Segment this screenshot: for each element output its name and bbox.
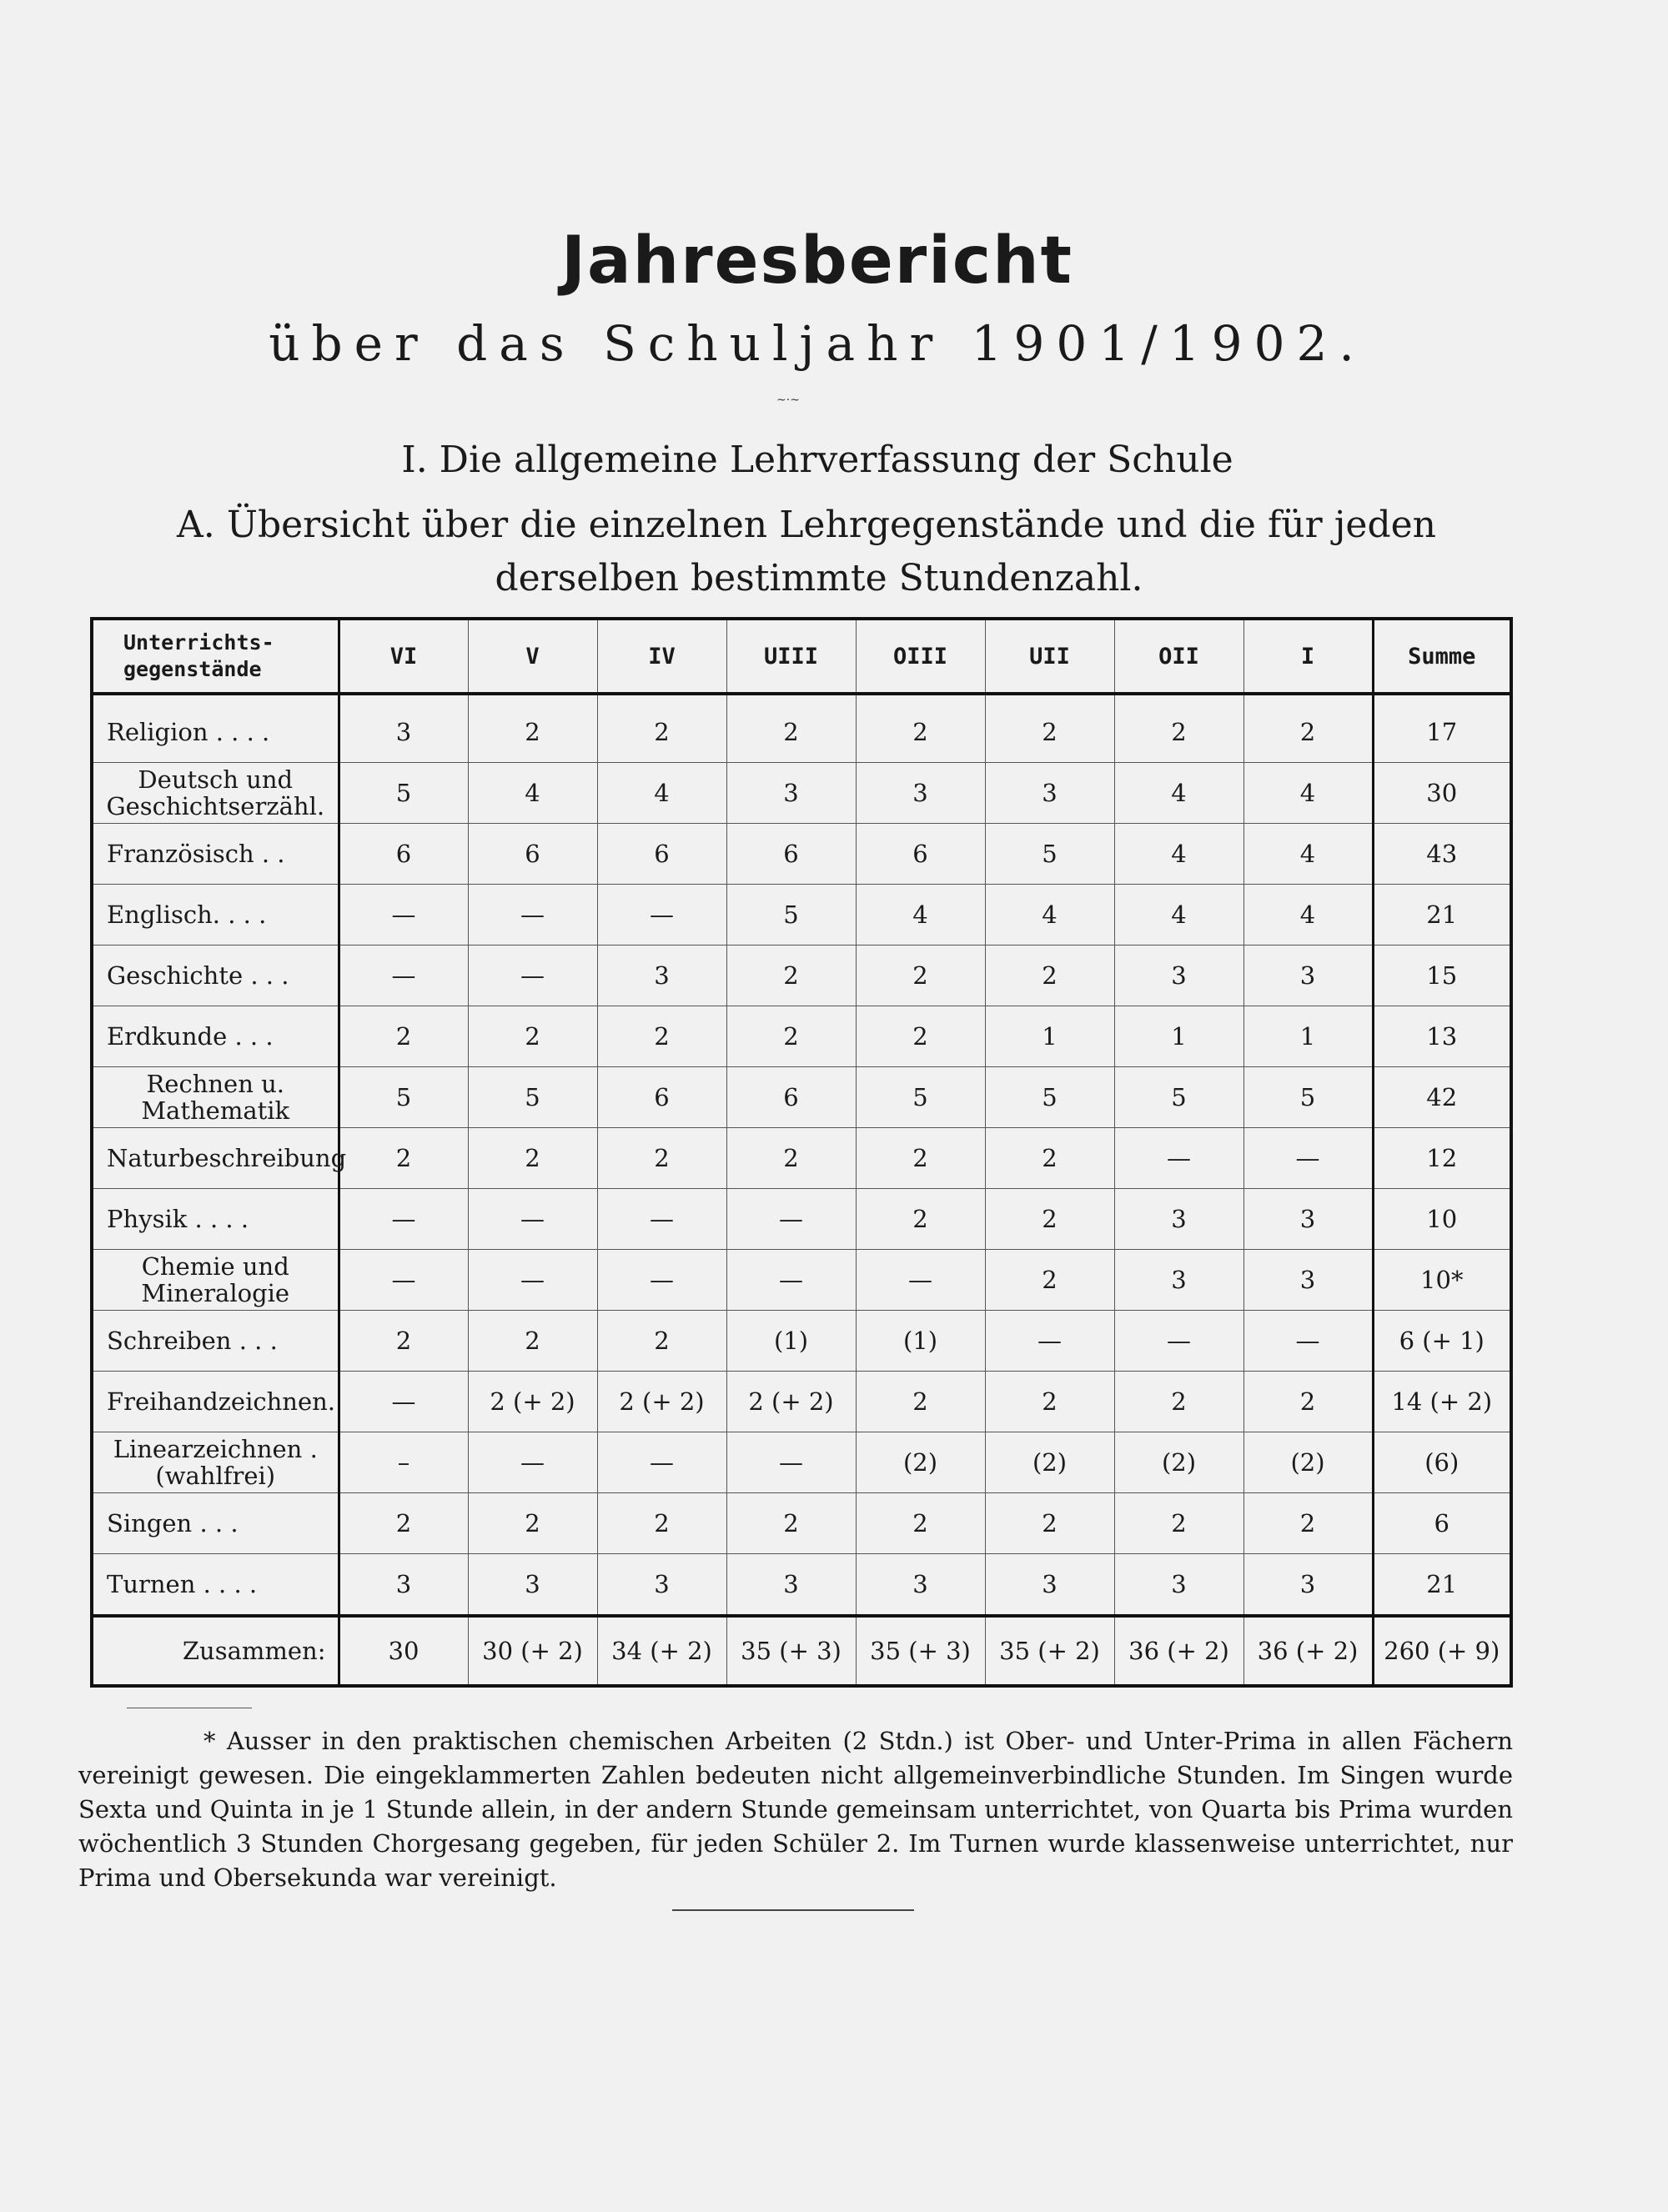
subject-cell: Turnen . . . . (92, 1554, 339, 1617)
total-cell: 36 (+ 2) (1243, 1616, 1373, 1686)
hours-cell: 3 (339, 1554, 468, 1617)
hours-cell: — (339, 885, 468, 945)
table-row (92, 1311, 1511, 1372)
hours-cell: — (468, 885, 597, 945)
sum-cell: 30 (1373, 763, 1511, 824)
subject-cell: Französisch . . (92, 824, 339, 885)
hours-cell: 2 (856, 1372, 985, 1432)
subsection-heading-line1: A. Übersicht über die einzelnen Lehrgegenstände und die für jeden (177, 504, 1436, 546)
hours-cell: 3 (597, 945, 726, 1006)
hours-cell: 6 (597, 824, 726, 885)
table-row (92, 694, 1511, 763)
hours-cell: 2 (1243, 694, 1373, 763)
hours-cell: — (339, 1250, 468, 1311)
hours-cell: 3 (1243, 1189, 1373, 1250)
sum-cell: 21 (1373, 1554, 1511, 1617)
sum-cell: 13 (1373, 1006, 1511, 1067)
hours-cell: 4 (1114, 763, 1243, 824)
hours-cell: 6 (597, 1067, 726, 1128)
subject-cell: Chemie und Mineralogie (92, 1250, 339, 1311)
subject-cell: Geschichte . . . (92, 945, 339, 1006)
footnote-line: wöchentlich 3 Stunden Chorgesang gegeben, für jeden Schüler 2. Im Turnen wurde klassenweise unterrichtet, nur (78, 1829, 1513, 1858)
hours-cell: 6 (856, 824, 985, 885)
hours-cell: (2) (985, 1432, 1114, 1493)
hours-cell: 6 (339, 824, 468, 885)
footnote (78, 1724, 1513, 1895)
table-row (92, 1006, 1511, 1067)
hours-cell: 4 (468, 763, 597, 824)
header-class: V (468, 619, 597, 694)
hours-cell: 6 (468, 824, 597, 885)
hours-cell: 2 (339, 1311, 468, 1372)
hours-cell: 3 (856, 763, 985, 824)
hours-cell: 2 (597, 694, 726, 763)
hours-cell: 2 (726, 945, 856, 1006)
report-subtitle: über das Schuljahr 1901/1902. (269, 315, 1366, 372)
hours-cell: 2 (856, 1493, 985, 1554)
table-row (92, 763, 1511, 824)
hours-cell: 5 (339, 1067, 468, 1128)
hours-cell: 3 (1114, 1250, 1243, 1311)
hours-cell: 4 (985, 885, 1114, 945)
total-cell: 30 (+ 2) (468, 1616, 597, 1686)
hours-cell: 2 (985, 694, 1114, 763)
hours-cell: 5 (985, 1067, 1114, 1128)
hours-cell: 1 (985, 1006, 1114, 1067)
header-class: OIII (856, 619, 985, 694)
hours-cell: 6 (726, 824, 856, 885)
hours-cell: 2 (597, 1311, 726, 1372)
hours-cell: 2 (1243, 1372, 1373, 1432)
subject-cell: Linearzeichnen . (wahlfrei) (92, 1432, 339, 1493)
hours-cell: 2 (339, 1128, 468, 1189)
sum-cell: 42 (1373, 1067, 1511, 1128)
hours-cell: 2 (+ 2) (597, 1372, 726, 1432)
hours-cell: 2 (+ 2) (726, 1372, 856, 1432)
hours-cell: 2 (468, 1128, 597, 1189)
subject-cell: Schreiben . . . (92, 1311, 339, 1372)
sum-cell: 10* (1373, 1250, 1511, 1311)
hours-cell: 5 (468, 1067, 597, 1128)
hours-cell: 3 (1114, 1189, 1243, 1250)
hours-cell: 2 (468, 694, 597, 763)
subject-cell: Physik . . . . (92, 1189, 339, 1250)
hours-cell: 2 (856, 1006, 985, 1067)
hours-cell: 5 (726, 885, 856, 945)
total-row (92, 1616, 1511, 1686)
table-row (92, 1128, 1511, 1189)
hours-cell: 4 (1114, 824, 1243, 885)
hours-cell: 6 (726, 1067, 856, 1128)
hours-cell: 5 (1114, 1067, 1243, 1128)
hours-cell: 4 (1114, 885, 1243, 945)
hours-cell: – (339, 1432, 468, 1493)
hours-cell: — (339, 945, 468, 1006)
hours-cell: 2 (339, 1493, 468, 1554)
hours-cell: 2 (985, 1250, 1114, 1311)
hours-cell: 2 (1114, 694, 1243, 763)
hours-cell: 2 (597, 1128, 726, 1189)
table-row (92, 1372, 1511, 1432)
hours-cell: 3 (339, 694, 468, 763)
subsection-heading (177, 499, 1436, 605)
hours-cell: 2 (468, 1006, 597, 1067)
hours-cell: — (468, 945, 597, 1006)
hours-cell: 5 (339, 763, 468, 824)
lesson-hours-table (90, 617, 1513, 1688)
hours-cell: 2 (726, 1493, 856, 1554)
hours-cell: 5 (985, 824, 1114, 885)
sum-cell: 6 (1373, 1493, 1511, 1554)
hours-cell: 2 (1114, 1372, 1243, 1432)
hours-cell: 2 (726, 1006, 856, 1067)
table-body (92, 694, 1511, 1616)
hours-cell: — (468, 1189, 597, 1250)
hours-cell: 4 (1243, 824, 1373, 885)
hours-cell: (2) (1114, 1432, 1243, 1493)
table-header-row (92, 619, 1511, 694)
hours-cell: 2 (985, 945, 1114, 1006)
hours-cell: 3 (1243, 945, 1373, 1006)
hours-cell: — (856, 1250, 985, 1311)
total-cell: 30 (339, 1616, 468, 1686)
table-row (92, 824, 1511, 885)
table-row (92, 1493, 1511, 1554)
hours-cell: 2 (856, 1189, 985, 1250)
table-row (92, 945, 1511, 1006)
hours-cell: 2 (468, 1311, 597, 1372)
hours-cell: — (1243, 1311, 1373, 1372)
hours-cell: 4 (856, 885, 985, 945)
hours-cell: — (468, 1432, 597, 1493)
footnote-line: Sexta und Quinta in je 1 Stunde allein, in der andern Stunde gemeinsam unterrichtet, von Quarta bis Prima wurden (78, 1795, 1513, 1823)
footnote-line: * Ausser in den praktischen chemischen Arbeiten (2 Stdn.) ist Ober- und Unter-Prima in allen Fächern (203, 1727, 1513, 1755)
hours-cell: 3 (985, 1554, 1114, 1617)
hours-cell: — (597, 1189, 726, 1250)
hours-cell: (1) (726, 1311, 856, 1372)
hours-cell: 3 (597, 1554, 726, 1617)
hours-cell: 2 (1243, 1493, 1373, 1554)
sum-cell: 12 (1373, 1128, 1511, 1189)
sum-cell: 17 (1373, 694, 1511, 763)
header-sum: Summe (1373, 619, 1511, 694)
table-row (92, 1067, 1511, 1128)
total-sum: 260 (+ 9) (1373, 1616, 1511, 1686)
footnote-line: vereinigt gewesen. Die eingeklammerten Zahlen bedeuten nicht allgemeinverbindliche Stunden. Im Singen wurde (78, 1761, 1513, 1789)
hours-cell: (2) (1243, 1432, 1373, 1493)
hours-cell: 5 (1243, 1067, 1373, 1128)
table-row (92, 1554, 1511, 1617)
sum-cell: 10 (1373, 1189, 1511, 1250)
total-cell: 36 (+ 2) (1114, 1616, 1243, 1686)
subject-cell: Englisch. . . . (92, 885, 339, 945)
sum-cell: 21 (1373, 885, 1511, 945)
subject-cell: Freihandzeichnen. (92, 1372, 339, 1432)
hours-cell: 5 (856, 1067, 985, 1128)
hours-cell: 3 (985, 763, 1114, 824)
header-class: OII (1114, 619, 1243, 694)
hours-cell: 3 (1243, 1250, 1373, 1311)
subject-cell: Deutsch und Geschichtserzähl. (92, 763, 339, 824)
total-label: Zusammen: (92, 1616, 339, 1686)
table-row (92, 1432, 1511, 1493)
sum-cell: 15 (1373, 945, 1511, 1006)
hours-cell: 2 (985, 1493, 1114, 1554)
hours-cell: — (985, 1311, 1114, 1372)
hours-cell: 2 (597, 1006, 726, 1067)
closing-rule (672, 1909, 914, 1911)
hours-cell: 2 (+ 2) (468, 1372, 597, 1432)
total-cell: 35 (+ 2) (985, 1616, 1114, 1686)
hours-cell: 1 (1243, 1006, 1373, 1067)
hours-cell: — (726, 1250, 856, 1311)
hours-cell: 2 (1114, 1493, 1243, 1554)
hours-cell: 2 (985, 1128, 1114, 1189)
header-subject: Unterrichts-gegenstände (92, 619, 339, 694)
hours-cell: — (1114, 1128, 1243, 1189)
hours-cell: 2 (339, 1006, 468, 1067)
sum-cell: 6 (+ 1) (1373, 1311, 1511, 1372)
hours-cell: — (339, 1372, 468, 1432)
total-cell: 34 (+ 2) (597, 1616, 726, 1686)
hours-cell: 2 (468, 1493, 597, 1554)
ornament-divider: ~·~ (776, 394, 800, 407)
table-row (92, 885, 1511, 945)
hours-cell: 2 (985, 1189, 1114, 1250)
subject-cell: Erdkunde . . . (92, 1006, 339, 1067)
subject-cell: Rechnen u. Mathematik (92, 1067, 339, 1128)
header-class: I (1243, 619, 1373, 694)
hours-cell: 1 (1114, 1006, 1243, 1067)
hours-cell: 2 (856, 1128, 985, 1189)
hours-cell: 3 (726, 763, 856, 824)
header-class: IV (597, 619, 726, 694)
hours-cell: (1) (856, 1311, 985, 1372)
hours-cell: 4 (1243, 885, 1373, 945)
hours-cell: 3 (856, 1554, 985, 1617)
subsection-heading-line2: derselben bestimmte Stundenzahl. (495, 557, 1143, 599)
hours-cell: — (597, 885, 726, 945)
report-title: Jahresbericht (561, 223, 1073, 298)
hours-cell: — (1243, 1128, 1373, 1189)
hours-cell: 2 (856, 694, 985, 763)
hours-cell: — (726, 1189, 856, 1250)
sum-cell: (6) (1373, 1432, 1511, 1493)
hours-cell: 3 (726, 1554, 856, 1617)
sum-cell: 43 (1373, 824, 1511, 885)
hours-cell: (2) (856, 1432, 985, 1493)
subject-cell: Naturbeschreibung (92, 1128, 339, 1189)
hours-cell: — (339, 1189, 468, 1250)
section-heading: I. Die allgemeine Lehrverfassung der Schule (401, 439, 1233, 481)
hours-cell: 3 (1243, 1554, 1373, 1617)
total-cell: 35 (+ 3) (726, 1616, 856, 1686)
hours-cell: 3 (1114, 945, 1243, 1006)
sum-cell: 14 (+ 2) (1373, 1372, 1511, 1432)
hours-cell: 2 (726, 1128, 856, 1189)
hours-cell: 3 (1114, 1554, 1243, 1617)
table-row (92, 1250, 1511, 1311)
header-class: UIII (726, 619, 856, 694)
subject-cell: Singen . . . (92, 1493, 339, 1554)
header-class: UII (985, 619, 1114, 694)
hours-cell: 2 (597, 1493, 726, 1554)
table-row (92, 1189, 1511, 1250)
hours-cell: 2 (726, 694, 856, 763)
hours-cell: 2 (856, 945, 985, 1006)
subject-cell: Religion . . . . (92, 694, 339, 763)
hours-cell: — (468, 1250, 597, 1311)
total-cell: 35 (+ 3) (856, 1616, 985, 1686)
hours-cell: — (597, 1432, 726, 1493)
hours-cell: 4 (1243, 763, 1373, 824)
hours-cell: 4 (597, 763, 726, 824)
hours-cell: 3 (468, 1554, 597, 1617)
hours-cell: — (726, 1432, 856, 1493)
hours-cell: — (1114, 1311, 1243, 1372)
hours-cell: 2 (985, 1372, 1114, 1432)
footnote-line: Prima und Obersekunda war vereinigt. (78, 1863, 557, 1892)
hours-cell: — (597, 1250, 726, 1311)
header-class: VI (339, 619, 468, 694)
